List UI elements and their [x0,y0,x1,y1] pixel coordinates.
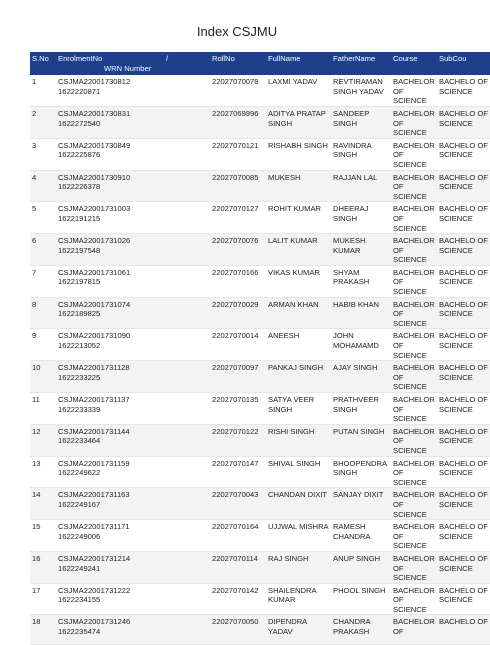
course-cell: BACHELOR OF SCIENCE [393,490,435,519]
rollno-cell: 22027070043 [212,490,259,500]
header-separator: / [166,54,169,63]
spacer-cell [164,138,210,170]
subcourse-cell: BACHELO OF SCIENCE [439,331,488,351]
course-cell: BACHELOR OF SCIENCE [393,77,435,106]
table-row [30,234,490,266]
subcourse-cell: BACHELO OF SCIENCE [439,108,488,128]
course-cell: BACHELOR OF SCIENCE [393,395,435,424]
enrolment-number: CSJMA22001731074 [58,299,131,309]
table-row [30,551,490,583]
header-subcourse: SubCou [439,54,467,63]
fathername-cell: REVTIRAMAN SINGH YADAV [333,77,384,96]
course-cell: BACHELOR OF SCIENCE [393,267,435,297]
rollno-cell: 22027070142 [212,585,259,595]
rollno-cell: 22027070166 [212,267,259,277]
sno-cell: 14 [32,490,41,500]
enrolment-cell [56,424,164,456]
header-fullname: FullName [268,54,301,63]
sno-cell: 9 [32,331,37,341]
fullname-cell: PANKAJ SINGH [268,363,324,373]
spacer-cell [164,106,210,138]
wrn-number: 1622234155 [58,595,101,605]
fullname-cell: RAJ SINGH [268,553,309,563]
header-wrn-label: WRN Number [104,63,152,73]
course-cell: BACHELOR OF [393,617,435,637]
enrolment-cell [56,615,164,644]
subcourse-cell: BACHELO OF SCIENCE [439,585,488,605]
course-cell: BACHELOR OF SCIENCE [393,522,435,551]
fathername-cell: PRATHVEER SINGH [333,395,379,414]
rollno-cell: 22027070097 [212,363,259,373]
table-row [30,265,490,297]
table-header-row [30,52,490,75]
fullname-cell: CHANDAN DIXIT [268,490,328,500]
course-cell: BACHELOR OF SCIENCE [393,331,435,360]
enrolment-cell [56,75,164,106]
sno-cell: 10 [32,363,41,373]
table-row [30,615,490,644]
course-cell: BACHELOR OF SCIENCE [393,172,435,201]
course-cell: BACHELOR OF SCIENCE [393,204,435,233]
spacer-cell [164,265,210,297]
fathername-cell: PHOOL SINGH [333,585,386,595]
page-title: Index CSJMU [196,24,278,39]
sno-cell: 2 [32,108,37,118]
table-row [30,424,490,456]
course-cell: BACHELOR OF SCIENCE [393,426,435,455]
wrn-number: 1622233339 [58,404,101,414]
enrolment-number: CSJMA22001731003 [58,204,131,214]
header-enrolment-label: EnrolmentNo [58,54,103,63]
table-row [30,456,490,488]
fathername-cell: BHOOPENDRA SINGH [333,458,387,478]
rollno-cell: 22027070014 [212,331,259,341]
course-cell: BACHELOR OF SCIENCE [393,299,435,328]
table-row [30,583,490,615]
fullname-cell: LAXMI YADAV [268,77,318,87]
fathername-cell: SANDEEP SINGH [333,108,370,128]
fathername-cell: RAMESH CHANDRA [333,522,371,541]
fathername-cell: HABIB KHAN [333,299,379,309]
enrolment-cell [56,551,164,583]
wrn-number: 1622225876 [58,150,101,160]
subcourse-cell: BACHELO OF SCIENCE [439,172,488,192]
sno-cell: 8 [32,299,37,309]
enrolment-cell [56,361,164,393]
subcourse-cell: BACHELO OF SCIENCE [439,236,488,255]
rollno-cell: 22027070135 [212,395,259,404]
fullname-cell: RISHI SINGH [268,426,315,436]
rollno-cell: 22027070164 [212,522,259,532]
header-enrolment [56,52,164,75]
rollno-cell: 22027070127 [212,204,259,214]
subcourse-cell: BACHELO OF SCIENCE [439,553,488,573]
course-cell: BACHELOR OF SCIENCE [393,140,435,169]
table-row [30,138,490,170]
rollno-cell: 22027070147 [212,458,259,468]
fullname-cell: ROHIT KUMAR [268,204,322,214]
sno-cell: 1 [32,77,37,87]
wrn-number: 1622235474 [58,627,101,637]
wrn-number: 1622213052 [58,341,101,351]
table-row [30,361,490,393]
fathername-cell: ANUP SINGH [333,553,381,563]
fullname-cell: SHIVAL SINGH [268,458,321,468]
spacer-cell [164,75,210,106]
rollno-cell: 22027070029 [212,299,259,309]
course-cell: BACHELOR OF SCIENCE [393,363,435,392]
enrolment-cell [56,520,164,552]
table-row [30,106,490,138]
fathername-cell: SHYAM PRAKASH [333,267,370,287]
fathername-cell: CHANDRA PRAKASH [333,617,371,637]
spacer-cell [164,170,210,202]
sno-cell: 13 [32,458,41,468]
fullname-cell: DIPENDRA YADAV [268,617,307,637]
rollno-cell: 22027070050 [212,617,259,627]
spacer-cell [164,456,210,488]
fullname-cell: SHAILENDRA KUMAR [268,585,317,605]
table-row [30,75,490,106]
fullname-cell: ADITYA PRATAP SINGH [268,108,326,128]
fathername-cell: PUTAN SINGH [333,426,385,436]
enrolment-number: CSJMA22001730910 [58,172,131,182]
spacer-cell [164,202,210,234]
spacer-cell [164,583,210,615]
fathername-cell: MUKESH KUMAR [333,236,366,255]
rollno-cell: 22027070122 [212,426,259,436]
enrolment-number: CSJMA22001731061 [58,267,131,277]
table-row [30,202,490,234]
enrolment-cell [56,106,164,138]
spacer-cell [164,424,210,456]
enrolment-cell [56,393,164,425]
wrn-number: 1622197548 [58,245,101,255]
header-course: Course [393,54,418,63]
subcourse-cell: BACHELO OF SCIENCE [439,490,488,509]
subcourse-cell: BACHELO OF SCIENCE [439,267,488,287]
spacer-cell [164,393,210,425]
enrolment-number: CSJMA22001731090 [58,331,131,341]
wrn-number: 1622249622 [58,468,101,478]
enrolment-number: CSJMA22001731128 [58,363,130,373]
sno-cell: 16 [32,553,41,563]
subcourse-cell: BACHELO OF SCIENCE [439,204,488,223]
enrolment-number: CSJMA22001731163 [58,490,130,500]
enrolment-number: CSJMA22001731137 [58,395,130,404]
wrn-number: 1622233464 [58,436,101,446]
enrolment-number: CSJMA22001730812 [58,77,131,87]
fathername-cell: RAJJAN LAL [333,172,378,182]
fathername-cell: JOHN MOHAMAMD [333,331,379,351]
enrolment-number: CSJMA22001731214 [58,553,131,563]
sno-cell: 15 [32,522,41,532]
course-cell: BACHELOR OF SCIENCE [393,236,435,265]
subcourse-cell: BACHELO OF [439,617,488,627]
enrolment-cell [56,329,164,361]
wrn-number: 1622226378 [58,182,101,192]
spacer-cell [164,615,210,644]
enrolment-cell [56,456,164,488]
fullname-cell: LALIT KUMAR [268,236,318,246]
fathername-cell: AJAY SINGH [333,363,378,373]
course-cell: BACHELOR OF SCIENCE [393,585,435,614]
sno-cell: 7 [32,267,37,277]
fullname-cell: RISHABH SINGH [268,140,328,150]
table-row [30,170,490,202]
table-row [30,329,490,361]
subcourse-cell: BACHELO OF SCIENCE [439,395,488,414]
wrn-number: 1622191215 [58,213,101,223]
wrn-number: 1622233225 [58,372,101,382]
fathername-cell: RAVINDRA SINGH [333,140,372,160]
subcourse-cell: BACHELO OF SCIENCE [439,77,488,96]
header-rollno: RollNo [212,54,235,63]
enrolment-number: CSJMA22001731144 [58,426,130,436]
table-body [30,75,490,644]
enrolment-number: CSJMA22001731222 [58,585,131,595]
spacer-cell [164,520,210,552]
wrn-number: 1622272540 [58,118,101,128]
spacer-cell [164,234,210,266]
fullname-cell: UJJWAL MISHRA [268,522,329,532]
subcourse-cell: BACHELO OF SCIENCE [439,458,488,478]
table-row [30,520,490,552]
rollno-cell: 22027070121 [212,140,259,150]
spacer-cell [164,551,210,583]
enrolment-cell [56,488,164,520]
table-row [30,488,490,520]
fathername-cell: SANJAY DIXIT [333,490,384,500]
enrolment-number: CSJMA22001730831 [58,108,131,118]
course-cell: BACHELOR OF SCIENCE [393,458,435,487]
enrolment-cell [56,234,164,266]
wrn-number: 1622220871 [58,86,101,96]
wrn-number: 1622249006 [58,531,101,541]
enrolment-number: CSJMA22001731026 [58,236,131,246]
fullname-cell: SATYA VEER SINGH [268,395,315,414]
enrolment-cell [56,297,164,329]
sno-cell: 11 [32,395,40,404]
course-cell: BACHELOR OF SCIENCE [393,553,435,583]
subcourse-cell: BACHELO OF SCIENCE [439,140,488,160]
wrn-number: 1622197815 [58,277,101,287]
enrolment-cell [56,265,164,297]
wrn-number: 1622249241 [58,563,101,573]
rollno-cell: 22027070085 [212,172,259,182]
course-cell: BACHELOR OF SCIENCE [393,108,435,138]
fullname-cell: ARMAN KHAN [268,299,319,309]
enrolment-number: CSJMA22001731159 [58,458,130,468]
sno-cell: 6 [32,236,37,246]
enrolment-number: CSJMA22001731246 [58,617,131,627]
fathername-cell: DHEERAJ SINGH [333,204,369,223]
rollno-cell: 22027070076 [212,236,259,246]
header-fathername: FatherName [333,54,376,63]
sno-cell: 3 [32,140,37,150]
enrolment-cell [56,170,164,202]
fullname-cell: VIKAS KUMAR [268,267,320,277]
table-row [30,297,490,329]
wrn-number: 1622249167 [58,499,101,509]
fullname-cell: ANEESH [268,331,300,341]
spacer-cell [164,361,210,393]
subcourse-cell: BACHELO OF SCIENCE [439,363,488,382]
enrolment-number: CSJMA22001730849 [58,140,131,150]
enrolment-cell [56,583,164,615]
subcourse-cell: BACHELO OF SCIENCE [439,522,488,541]
student-index-table [30,52,490,645]
subcourse-cell: BACHELO OF SCIENCE [439,426,488,446]
spacer-cell [164,297,210,329]
wrn-number: 1622189825 [58,309,101,319]
rollno-cell: 22027069996 [212,108,259,118]
header-sno: S.No [32,54,49,63]
subcourse-cell: BACHELO OF SCIENCE [439,299,488,319]
sno-cell: 18 [32,617,41,627]
sno-cell: 17 [32,585,41,595]
enrolment-number: CSJMA22001731171 [58,522,130,532]
sno-cell: 4 [32,172,37,182]
enrolment-cell [56,202,164,234]
spacer-cell [164,488,210,520]
table-row [30,393,490,425]
sno-cell: 5 [32,204,37,214]
spacer-cell [164,329,210,361]
enrolment-cell [56,138,164,170]
rollno-cell: 22027070114 [212,553,258,563]
sno-cell: 12 [32,426,41,436]
fullname-cell: MUKESH [268,172,301,182]
rollno-cell: 22027070078 [212,77,259,87]
